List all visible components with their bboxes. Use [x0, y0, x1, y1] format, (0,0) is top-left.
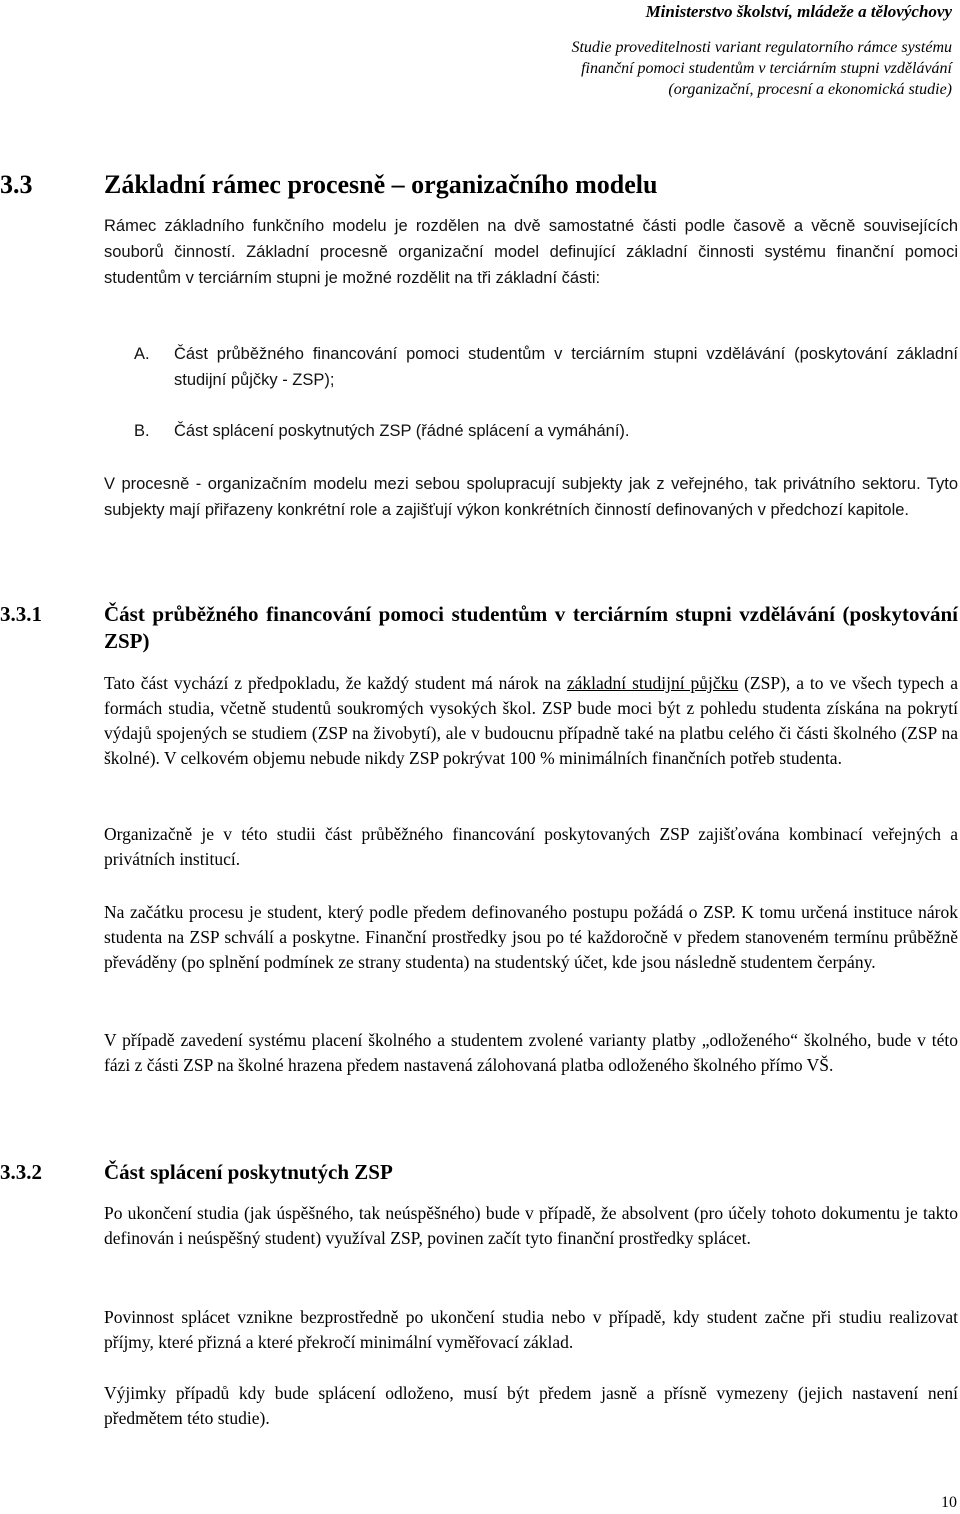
zsp-link[interactable]: základní studijní půjčku — [566, 673, 739, 693]
section-paragraph: V procesně - organizačním modelu mezi sebou spolupracují subjekty jak z veřejného, tak privátního sektoru. Tyto subjekty mají přiřazeny konkrétní role a zajišťují výkon konkrétních činností definovaných v předchozí kapitole. — [104, 475, 958, 519]
list-marker: A. — [134, 345, 150, 363]
study-title-line: (organizační, procesní a ekonomická studie) — [668, 81, 952, 98]
page-number: 10 — [941, 1494, 957, 1511]
list-item-text: Část průběžného financování pomoci studentům v terciárním stupni vzdělávání (poskytování základní studijní půjčky - ZSP); — [174, 345, 958, 389]
study-title-line: Studie proveditelnosti variant regulatorního rámce systému — [571, 39, 952, 56]
study-title — [571, 37, 952, 100]
subsection-number: 3.3.2 — [0, 1160, 42, 1184]
page-header — [571, 0, 952, 100]
list-item — [134, 341, 958, 393]
study-title-line: finanční pomoci studentům v terciárním stupni vzdělávání — [581, 60, 952, 77]
section-number: 3.3 — [0, 170, 33, 199]
ministry-name: Ministerstvo školství, mládeže a tělovýchovy — [645, 2, 952, 21]
section-intro: Rámec základního funkčního modelu je rozdělen na dvě samostatné části podle časově a věcně souvisejících souborů činností. Základní procesně organizační model definující základní činnosti systému finanční pomoci studentům v terciárním stupni je možné rozdělit na tři základní části: — [104, 217, 958, 287]
paragraph: Výjimky případů kdy bude splácení odloženo, musí být předem jasně a přísně vymezeny (jejich nastavení není předmětem této studie). — [104, 1383, 958, 1428]
paragraph-text: (ZSP), a to ve všech typech a formách studia, včetně studentů soukromých vysokých škol. ZSP bude moci být z pohledu studenta získána na pokrytí výdajů spojených se studiem (ZSP na živobytí), ale v budoucnu případně také na platbu celého či části školného (ZSP na školné). V celkovém objemu nebude nikdy ZSP pokrývat 100 % minimálních finančních potřeb studenta. — [104, 673, 958, 768]
section-title: Základní rámec procesně – organizačního modelu — [104, 170, 658, 199]
paragraph: Po ukončení studia (jak úspěšného, tak neúspěšného) bude v případě, že absolvent (pro účely tohoto dokumentu je takto definován i neúspěšný student) využíval ZSP, povinen začít tyto finanční prostředky splácet. — [104, 1203, 958, 1248]
paragraph: Organizačně je v této studii část průběžného financování poskytovaných ZSP zajišťována kombinací veřejných a privátních institucí. — [104, 824, 958, 869]
list-item-text: Část splácení poskytnutých ZSP (řádné splácení a vymáhání). — [174, 422, 630, 440]
paragraph: V případě zavedení systému placení školného a studentem zvolené varianty platby „odloženého“ školného, bude v této fázi z části ZSP na školné hrazena předem nastavená zálohovaná platba odloženého školného přímo VŠ. — [104, 1030, 958, 1075]
list-marker: B. — [134, 422, 150, 440]
subsection-title: Část průběžného financování pomoci studentům v terciárním stupni vzdělávání (poskytování ZSP) — [104, 602, 958, 653]
paragraph: Na začátku procesu je student, který podle předem definovaného postupu požádá o ZSP. K tomu určená instituce nárok studenta na ZSP schválí a poskytne. Finanční prostředky jsou po té každoročně v předem stanoveném termínu průběžně převáděny (po splnění podmínek ze strany studenta) na studentský účet, kde jsou následně studentem čerpány. — [104, 902, 958, 972]
list-item — [134, 418, 958, 444]
paragraph-text: Tato část vychází z předpokladu, že každý student má nárok na — [104, 673, 567, 693]
paragraph — [104, 671, 958, 771]
subsection-number: 3.3.1 — [0, 602, 42, 626]
paragraph: Povinnost splácet vznikne bezprostředně po ukončení studia nebo v případě, kdy student začne při studiu realizovat příjmy, které přizná a které překročí minimální vyměřovací základ. — [104, 1307, 958, 1352]
subsection-title: Část splácení poskytnutých ZSP — [104, 1160, 393, 1184]
